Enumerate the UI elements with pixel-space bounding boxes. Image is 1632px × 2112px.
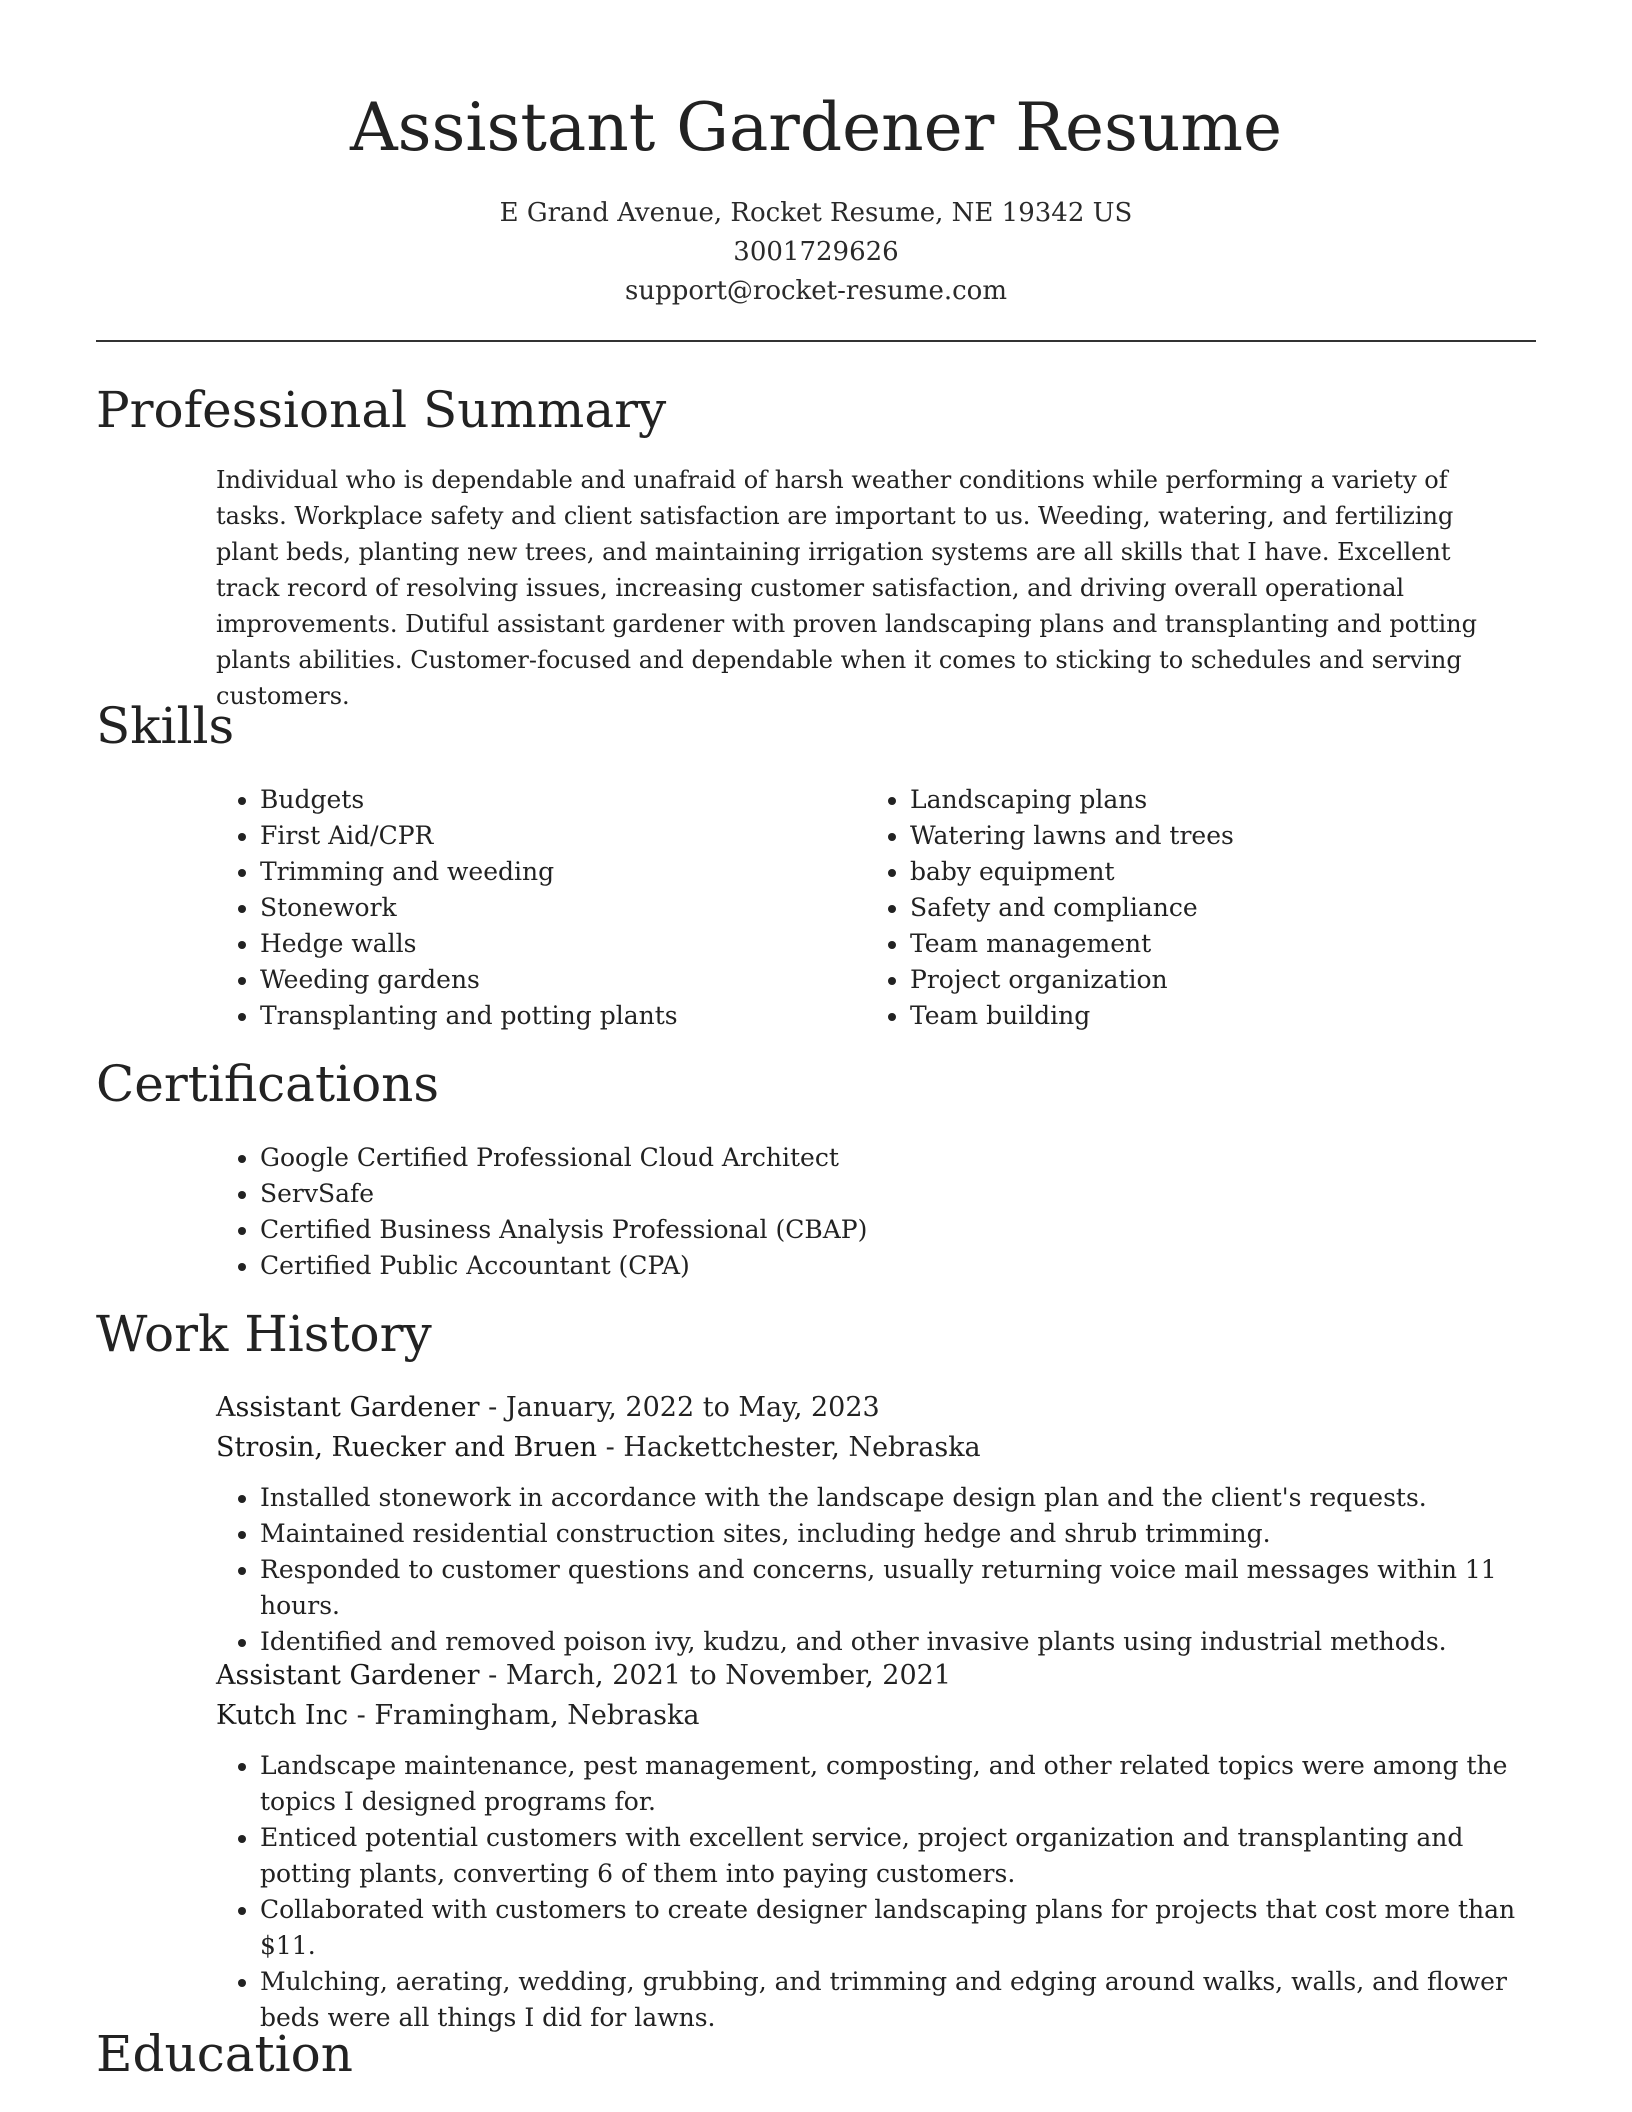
contact-block <box>0 194 1632 311</box>
skill-item: • Stonework <box>260 890 816 926</box>
job-company-line: Kutch Inc - Framingham, Nebraska <box>216 1700 700 1731</box>
job-location: Framingham, Nebraska <box>374 1700 700 1731</box>
job-entry <box>216 1388 1516 1660</box>
summary-heading: Professional Summary <box>96 381 667 439</box>
job-bullet: • Enticed potential customers with excellent service, project organization and transplanting and potting plants, converting 6 of them into paying customers. <box>260 1820 1516 1892</box>
certification-item: • ServSafe <box>260 1176 1416 1212</box>
contact-email: support@rocket-resume.com <box>624 276 1007 306</box>
resume-header <box>0 0 1632 311</box>
job-bullets <box>216 1480 1516 1660</box>
skill-item: • Landscaping plans <box>910 782 1466 818</box>
job-entry <box>216 1656 1516 2036</box>
job-title: Assistant Gardener <box>216 1660 480 1691</box>
certifications-list <box>216 1140 1416 1284</box>
skill-item: • Hedge walls <box>260 926 816 962</box>
job-title-line: Assistant Gardener - March, 2021 to November, 2021 <box>216 1660 951 1691</box>
skills-list-right <box>866 782 1466 1034</box>
job-bullets <box>216 1748 1516 2036</box>
summary-text: Individual who is dependable and unafraid of harsh weather conditions while performing a variety of tasks. Workplace safety and client satisfaction are important to us. Weeding, watering, and fertilizing plant beds, planting new trees, and maintaining irrigation systems are all skills that I have. Excellent track record of resolving issues, increasing customer satisfaction, and driving overall operational improvements. Dutiful assistant gardener with proven landscaping plans and transplanting and potting plants abilities. Customer-focused and dependable when it comes to sticking to schedules and serving customers. <box>216 466 1477 710</box>
skill-item: • baby equipment <box>910 854 1466 890</box>
skill-item: • Project organization <box>910 962 1466 998</box>
job-bullet: • Identified and removed poison ivy, kudzu, and other invasive plants using industrial methods. <box>260 1624 1516 1660</box>
work-history-heading: Work History <box>96 1305 432 1363</box>
job-bullet: • Mulching, aerating, wedding, grubbing, and trimming and edging around walks, walls, and flower beds were all things I did for lawns. <box>260 1964 1516 2036</box>
certification-item: • Certified Business Analysis Professional (CBAP) <box>260 1212 1416 1248</box>
skill-item: • Team management <box>910 926 1466 962</box>
skill-item: • Weeding gardens <box>260 962 816 998</box>
certification-item: • Certified Public Accountant (CPA) <box>260 1248 1416 1284</box>
job-bullet: • Collaborated with customers to create designer landscaping plans for projects that cost more than $11. <box>260 1892 1516 1964</box>
header-divider <box>96 340 1536 342</box>
job-title-line: Assistant Gardener - January, 2022 to May, 2023 <box>216 1392 880 1423</box>
job-location: Hackettchester, Nebraska <box>623 1432 981 1463</box>
certifications-heading: Certifications <box>96 1055 440 1113</box>
skills-heading: Skills <box>96 697 235 755</box>
job-bullet: • Maintained residential construction sites, including hedge and shrub trimming. <box>260 1516 1516 1552</box>
skill-item: • Transplanting and potting plants <box>260 998 816 1034</box>
skill-item: • Watering lawns and trees <box>910 818 1466 854</box>
resume-title: Assistant Gardener Resume <box>349 89 1283 166</box>
job-company-line: Strosin, Ruecker and Bruen - Hackettchester, Nebraska <box>216 1432 981 1463</box>
contact-address: E Grand Avenue, Rocket Resume, NE 19342 US <box>499 198 1133 228</box>
job-title: Assistant Gardener <box>216 1392 480 1423</box>
skill-item: • Safety and compliance <box>910 890 1466 926</box>
job-company: Strosin, Ruecker and Bruen <box>216 1432 598 1463</box>
skill-item: • Team building <box>910 998 1466 1034</box>
job-dates: January, 2022 to May, 2023 <box>505 1392 880 1423</box>
job-bullet: • Landscape maintenance, pest management, composting, and other related topics were among the topics I designed programs for. <box>260 1748 1516 1820</box>
job-bullet: • Installed stonework in accordance with the landscape design plan and the client's requests. <box>260 1480 1516 1516</box>
certification-item: • Google Certified Professional Cloud Architect <box>260 1140 1416 1176</box>
skill-item: • Trimming and weeding <box>260 854 816 890</box>
skill-item: • Budgets <box>260 782 816 818</box>
job-company: Kutch Inc <box>216 1700 349 1731</box>
contact-phone: 3001729626 <box>733 237 899 267</box>
job-bullet: • Responded to customer questions and concerns, usually returning voice mail messages within 11 hours. <box>260 1552 1516 1624</box>
education-heading: Education <box>96 2025 353 2083</box>
skills-list-left <box>216 782 816 1034</box>
skill-item: • First Aid/CPR <box>260 818 816 854</box>
job-dates: March, 2021 to November, 2021 <box>505 1660 951 1691</box>
